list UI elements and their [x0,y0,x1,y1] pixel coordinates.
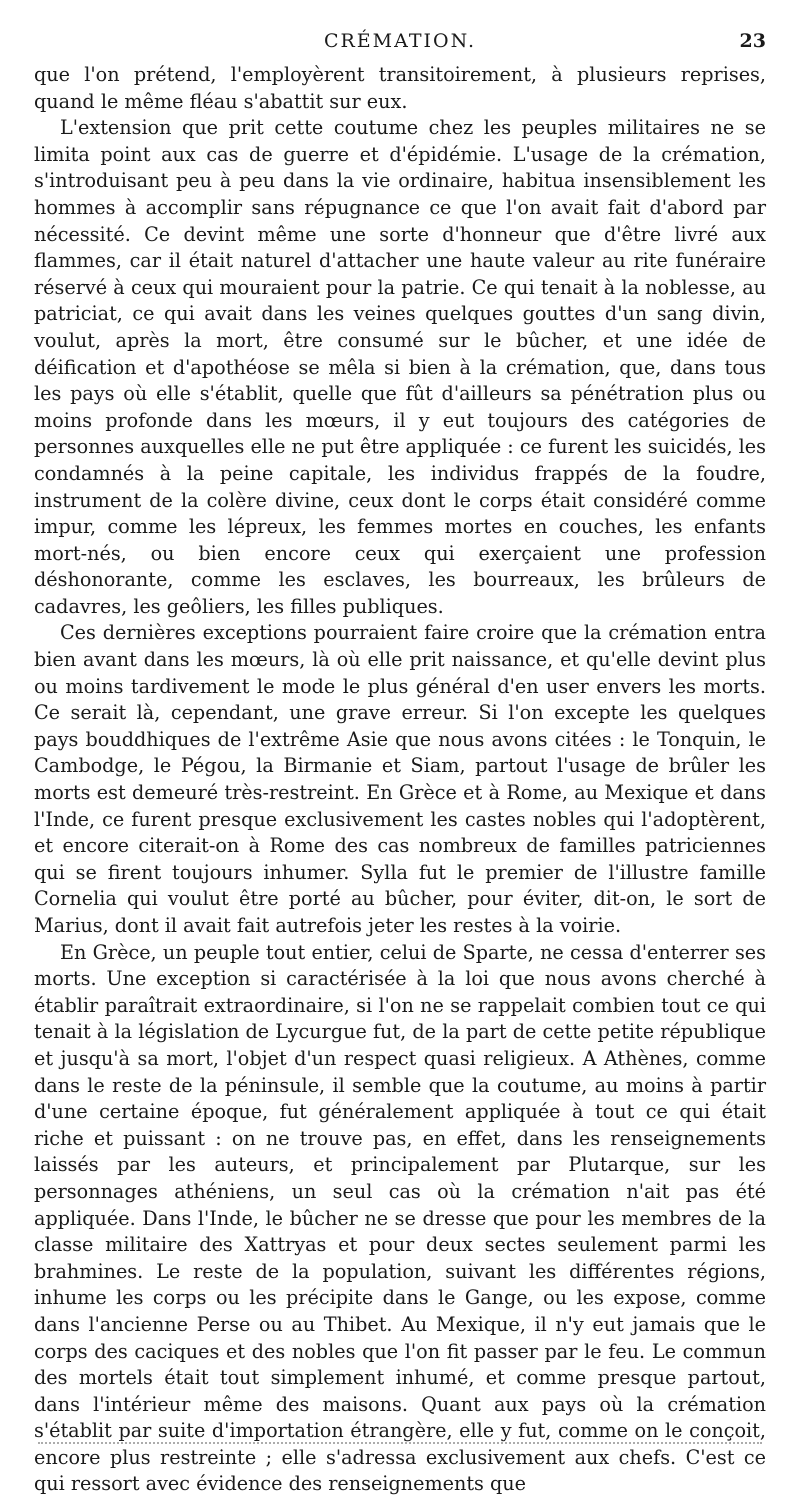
running-title: CRÉMATION. [323,30,477,52]
book-page [34,30,766,1498]
page-number: 23 [739,30,766,52]
footer-rule [38,1442,762,1444]
paragraph: L'extension que prit cette coutume chez les peuples militaires ne se limita point aux cas de guerre et d'épidémie. L'usage de la crémation, s'introduisant peu à peu dans la vie ordinaire, habitua insensiblement les hommes à accomplir sans répugnance ce que l'on avait fait d'abord par nécessité. Ce devint même une sorte d'honneur que d'être livré aux flammes, car il était naturel d'attacher une haute valeur au rite funéraire réservé à ceux qui mouraient pour la patrie. Ce qui tenait à la noblesse, au patriciat, ce qui avait dans les veines quelques gouttes d'un sang divin, voulut, après la mort, être consumé sur le bûcher, et une idée de déification et d'apothéose se mêla si bien à la crémation, que, dans tous les pays où elle s'établit, quelle que fût d'ailleurs sa pénétration plus ou moins profonde dans les mœurs, il y eut toujours des catégories de personnes auxquelles elle ne put être appliquée : ce furent les suicidés, les condamnés à la peine capitale, les individus frappés de la foudre, instrument de la colère divine, ceux dont le corps était considéré comme impur, comme les lépreux, les femmes mortes en couches, les enfants mort-nés, ou bien encore ceux qui exerçaient une profession déshonorante, comme les esclaves, les bourreaux, les brûleurs de cadavres, les geôliers, les filles publiques. [34,116,766,618]
running-header [34,30,766,58]
paragraph: Ces dernières exceptions pourraient faire croire que la crémation entra bien avant dans les mœurs, là où elle prit naissance, et qu'elle devint plus ou moins tardivement le mode le plus général d'en user envers les morts. Ce serait là, cependant, une grave erreur. Si l'on excepte les quelques pays bouddhiques de l'extrême Asie que nous avons citées : le Tonquin, le Cambodge, le Pégou, la Birmanie et Siam, partout l'usage de brûler les morts est demeuré très-restreint. En Grèce et à Rome, au Mexique et dans l'Inde, ce furent presque exclusivement les castes nobles qui l'adoptèrent, et encore citerait-on à Rome des cas nombreux de familles patriciennes qui se firent toujours inhumer. Sylla fut le premier de l'illustre famille Cornelia qui voulut être porté au bûcher, pour éviter, dit-on, le sort de Marius, dont il avait fait autrefois jeter les restes à la voirie. [34,621,766,937]
paragraph: En Grèce, un peuple tout entier, celui de Sparte, ne cessa d'enterrer ses morts. Une exception si caractérisée à la loi que nous avons cherché à établir paraîtrait extraordinaire, si l'on ne se rappelait combien tout ce qui tenait à la législation de Lycurgue fut, de la part de cette petite république et jusqu'à sa mort, l'objet d'un respect quasi religieux. A Athènes, comme dans le reste de la péninsule, il semble que la coutume, au moins à partir d'une certaine époque, fut généralement appliquée à tout ce qui était riche et puissant : on ne trouve pas, en effet, dans les renseignements laissés par les auteurs, et principalement par Plutarque, sur les personnages athéniens, un seul cas où la crémation n'ait pas été appliquée. Dans l'Inde, le bûcher ne se dresse que pour les membres de la classe militaire des Xattryas et pour deux sectes seulement parmi les brahmines. Le reste de la population, suivant les différentes régions, inhume les corps ou les précipite dans le Gange, ou les expose, comme dans l'ancienne Perse ou au Thibet. Au Mexique, il n'y eut jamais que le corps des caciques et des nobles que l'on fit passer par le feu. Le commun des mortels était tout simplement inhumé, et comme presque partout, dans l'intérieur même des maisons. Quant aux pays où la crémation s'établit par suite d'importation étrangère, elle y fut, comme on le conçoit, encore plus restreinte ; elle s'adressa exclusivement aux chefs. C'est ce qui ressort avec évidence des renseignements que [34,940,766,1496]
paragraph-continued: que l'on prétend, l'employèrent transitoirement, à plusieurs reprises, quand le même fléau s'abattit sur eux. [34,63,766,113]
body-text [34,62,766,1498]
